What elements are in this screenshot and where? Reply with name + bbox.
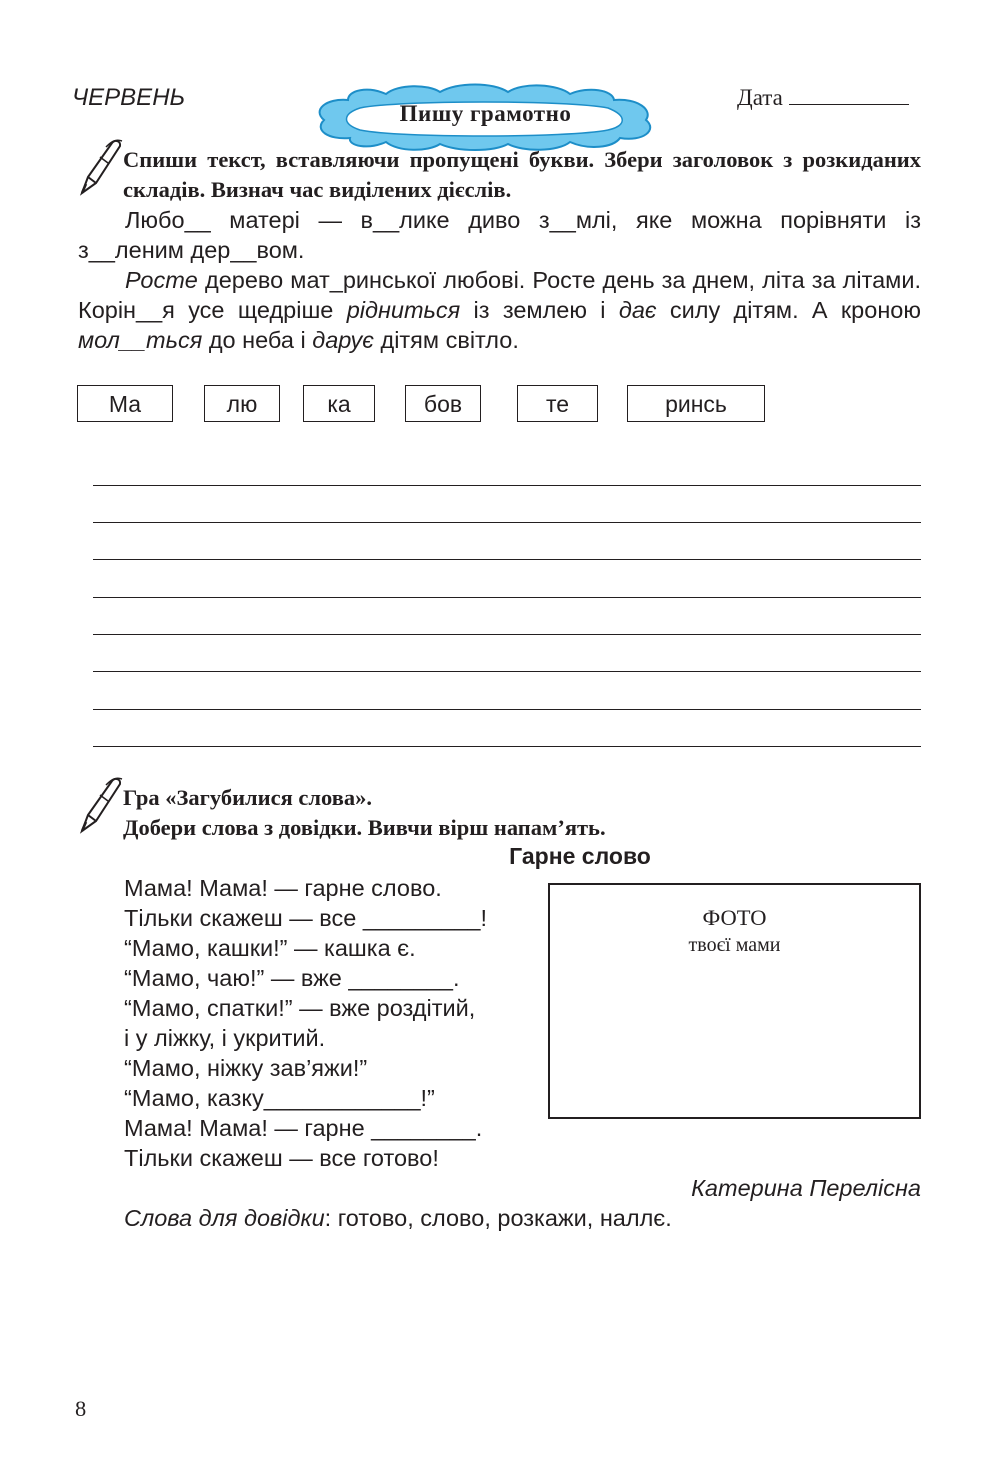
task1-instruction: Спиши текст, вставляючи пропущені букви. Збери заголовок з розкиданих складів. Визнач час виділених дієслів. [123, 147, 921, 202]
poem-line: Мама! Мама! — гарне ________. [124, 1115, 483, 1141]
writing-line[interactable] [93, 671, 921, 672]
date-field [737, 84, 909, 111]
photo-label: ФОТО [702, 905, 767, 930]
hint-line [124, 1203, 924, 1233]
photo-caption: твоєї мами [688, 934, 781, 956]
writing-line[interactable] [93, 522, 921, 523]
writing-line[interactable] [93, 709, 921, 710]
hint-label: Слова для довідки [124, 1205, 325, 1231]
task2-line2: Добери слова з довідки. Вивчи вірш напам’ять. [123, 815, 606, 840]
poem-title: Гарне слово [509, 843, 651, 869]
poem-line: Тільки скажеш — все готово! [124, 1145, 439, 1171]
month-label: ЧЕРВЕНЬ [72, 84, 186, 111]
syllable-card[interactable]: лю [204, 385, 280, 422]
syllable-card[interactable]: ринсь [627, 385, 765, 422]
banner-title: Пишу грамотно [399, 101, 572, 126]
task2-line1: Гра «Загубилися слова». [123, 785, 372, 810]
task1-paragraph1: Любо__ матері — в__лике диво з__млі, яке можна порівняти із з__леним дер__вом. [78, 207, 921, 263]
poem-author: Катерина Перелісна [691, 1175, 921, 1201]
poem-line: “Мамо, чаю!” — вже ________. [124, 965, 460, 991]
writing-line[interactable] [93, 485, 921, 486]
syllable-card[interactable]: бов [405, 385, 481, 422]
pen-icon [78, 137, 124, 197]
writing-line[interactable] [93, 559, 921, 560]
task1-paragraph2: Росте дерево мат_ринської любові. Росте день за днем, літа за літами. Корін__я усе щедріше рідниться із землею і дає силу дітям. А кроною мол__ться до неба і дарує дітям світло. [78, 267, 921, 353]
syllable-card[interactable]: Ма [77, 385, 173, 422]
syllable-card[interactable]: те [517, 385, 598, 422]
date-blank[interactable] [789, 84, 909, 105]
writing-line[interactable] [93, 634, 921, 635]
writing-line[interactable] [93, 746, 921, 747]
syllable-card[interactable]: ка [303, 385, 375, 422]
poem [124, 873, 564, 1173]
page-number: 8 [75, 1396, 87, 1421]
poem-line: Тільки скажеш — все _________! [124, 905, 488, 931]
poem-line: “Мамо, ніжку зав’яжи!” [124, 1055, 368, 1081]
writing-line[interactable] [93, 597, 921, 598]
hint-words: : готово, слово, розкажи, наллє. [324, 1205, 672, 1231]
task2-instruction [123, 783, 921, 843]
poem-line: Мама! Мама! — гарне слово. [124, 875, 442, 901]
photo-frame[interactable] [548, 883, 921, 1119]
poem-line: “Мамо, кашки!” — кашка є. [124, 935, 416, 961]
date-label: Дата [737, 85, 783, 110]
pen-icon [78, 775, 124, 835]
poem-line: “Мамо, спатки!” — вже роздітий, [124, 995, 476, 1021]
poem-line: “Мамо, казку____________!” [124, 1085, 435, 1111]
poem-line: і у ліжку, і укритий. [124, 1025, 326, 1051]
